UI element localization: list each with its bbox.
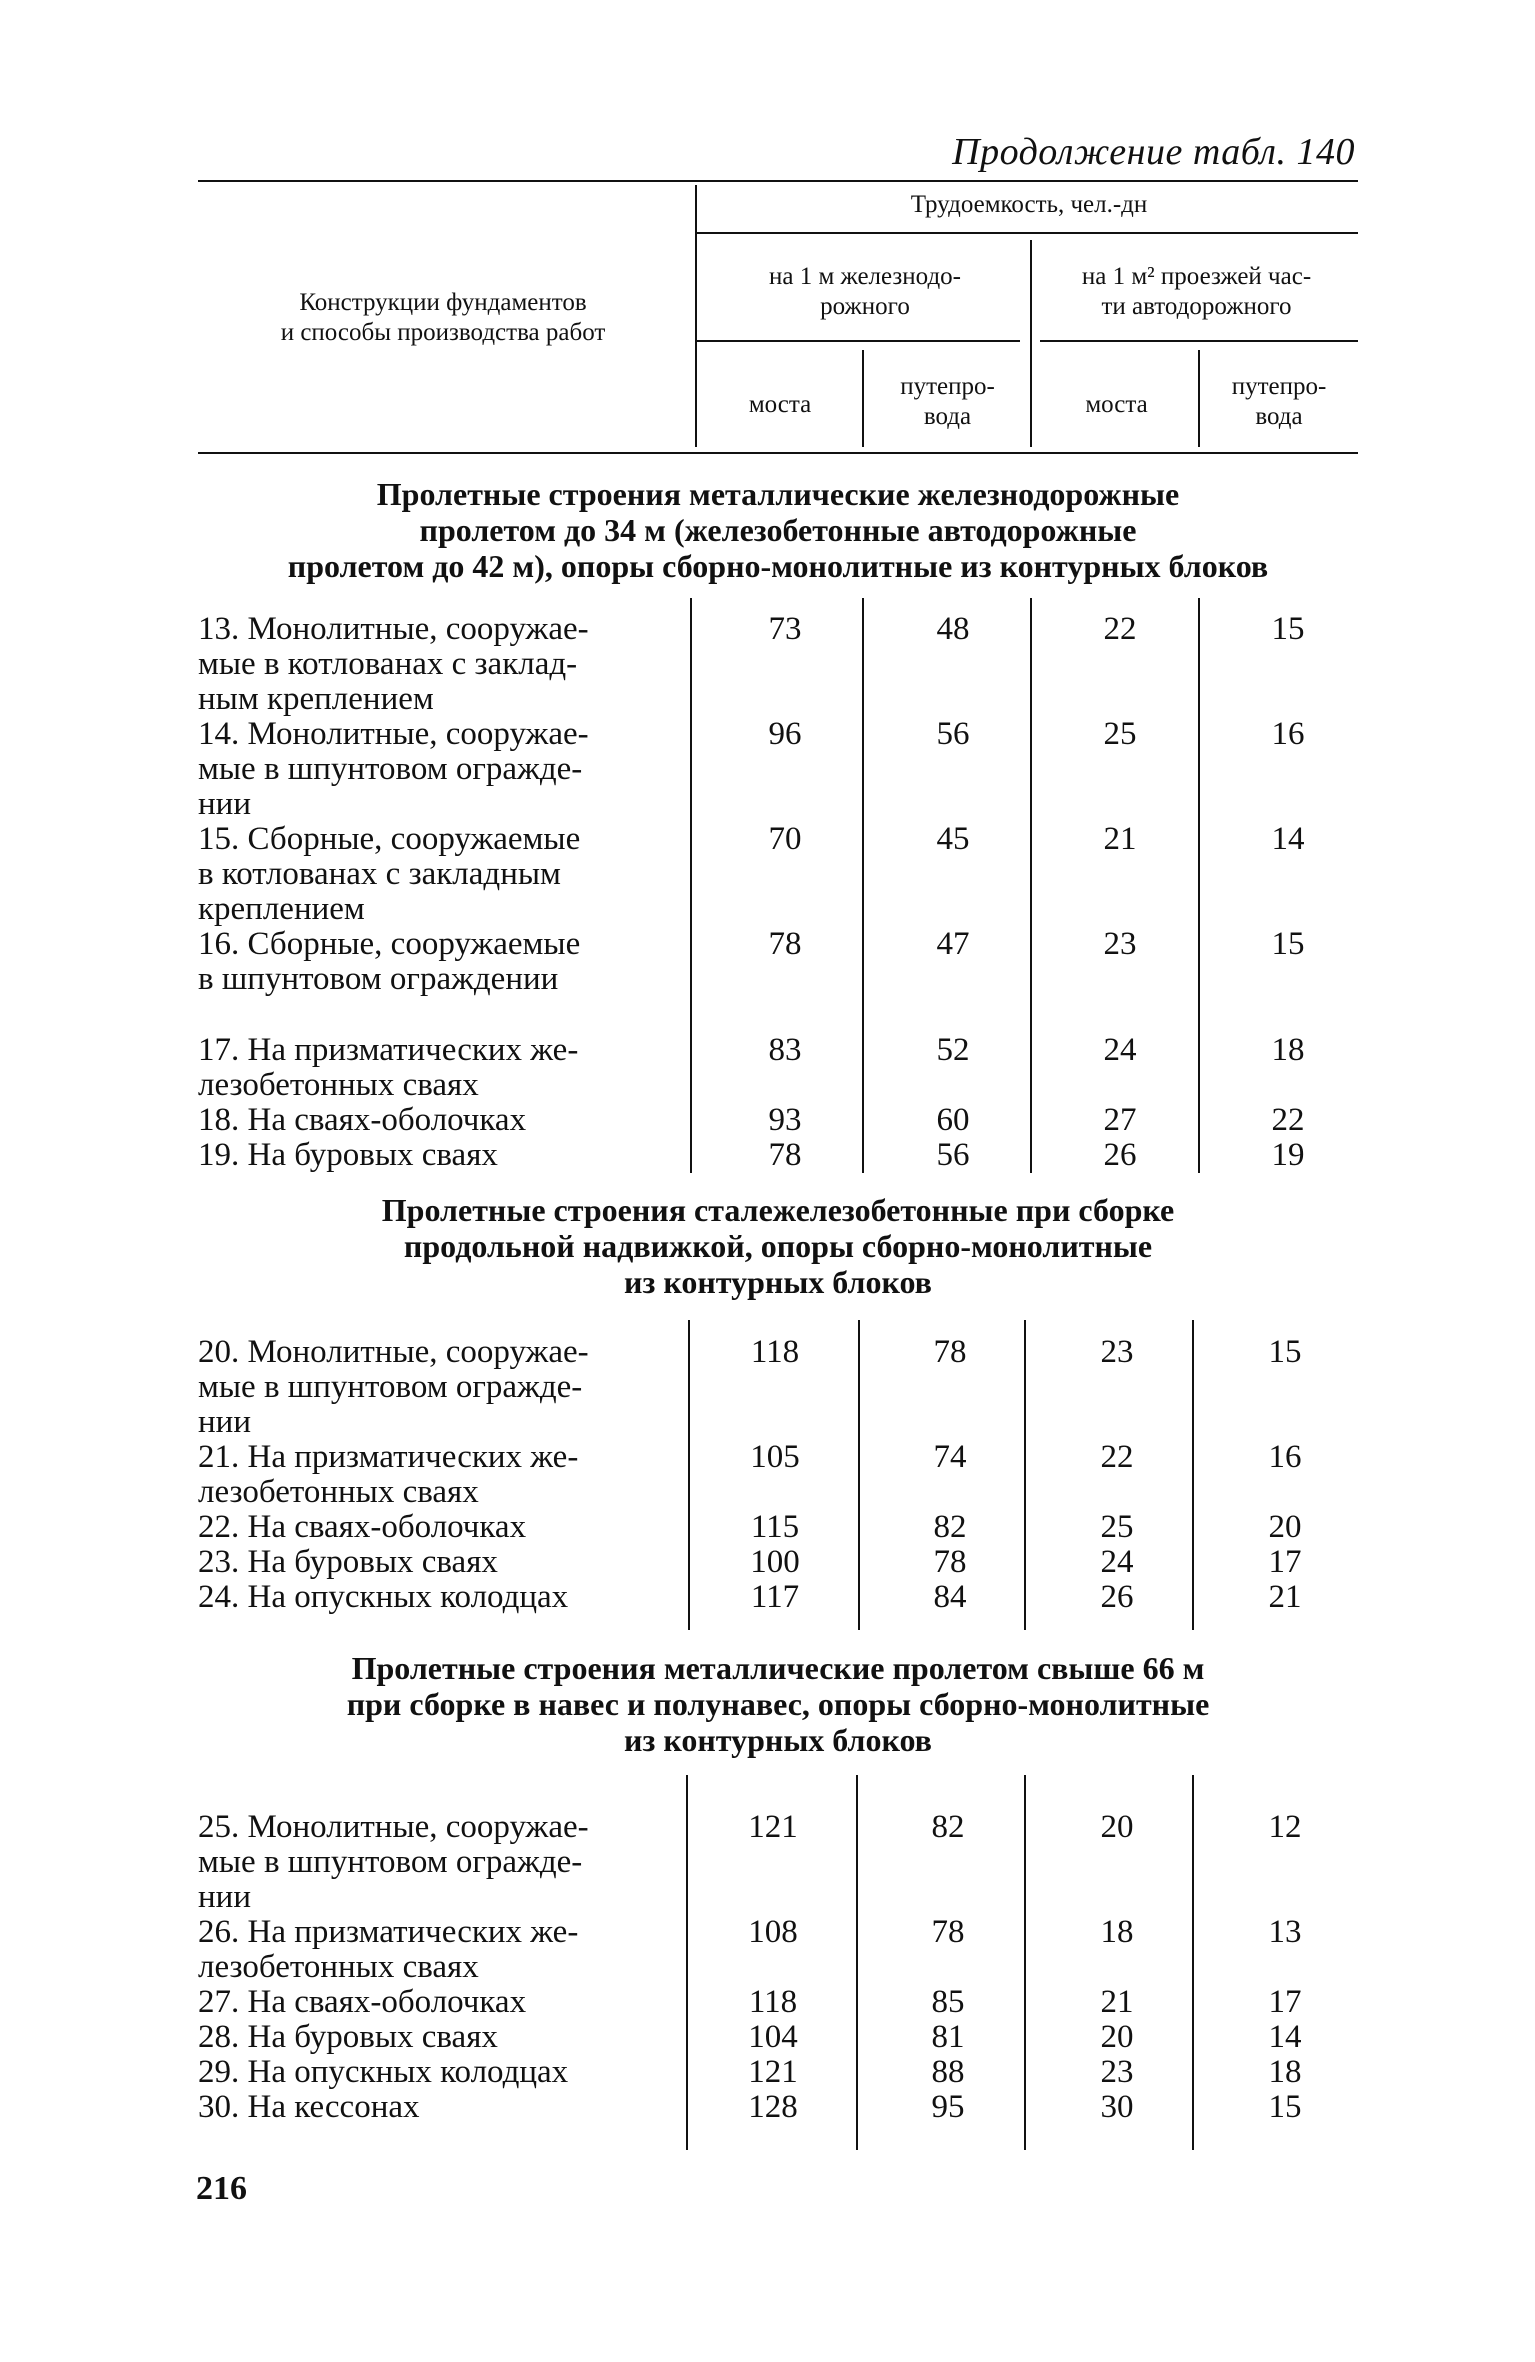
table-row-label: 18. На сваях-оболочках [198,1102,527,1138]
table-row-label: 23. На буровых сваях [198,1544,498,1580]
table-cell: 73 [768,611,802,647]
header-top-label: Трудоемкость, чел.-дн [910,191,1148,218]
table-cell: 100 [750,1544,800,1580]
table-cell: 14 [1271,821,1305,857]
table-cell: 82 [931,1809,965,1845]
header-group-rail: на 1 м железнодо- рожного [768,263,962,320]
table-cell: 20 [1100,2019,1134,2055]
table-cell: 93 [768,1102,802,1138]
table-row-label: 13. Монолитные, сооружае- мые в котлованах с заклад- ным креплением [198,611,589,717]
table-cell: 23 [1103,926,1137,962]
section-title: Пролетные строения сталежелезобетонные при сборке продольной надвижкой, опоры сборно-монолитные из контурных блоков [381,1192,1175,1300]
table-cell: 30 [1100,2089,1134,2125]
table-row-label: 24. На опускных колодцах [198,1579,569,1615]
table-row-label: 26. На призматических же- лезобетонных сваях [198,1914,579,1985]
table-cell: 26 [1100,1579,1134,1615]
table-row-label: 21. На призматических же- лезобетонных сваях [198,1439,579,1510]
table-cell: 24 [1100,1544,1134,1580]
table-top-rule [198,180,1358,182]
table-cell: 74 [933,1439,967,1475]
table-row-label: 19. На буровых сваях [198,1137,498,1173]
table-cell: 96 [768,716,802,752]
table-cell: 22 [1271,1102,1305,1138]
table-cell: 23 [1100,1334,1134,1370]
table-cell: 19 [1271,1137,1305,1173]
table-cell: 14 [1268,2019,1302,2055]
header-divider [695,340,1020,342]
column-divider [686,1775,688,2150]
table-cell: 78 [933,1334,967,1370]
page-number: 216 [196,2170,247,2207]
table-cell: 115 [750,1509,800,1545]
table-cell: 70 [768,821,802,857]
table-row-label: 20. Монолитные, сооружае- мые в шпунтовом огражде- нии [198,1334,589,1440]
table-cell: 20 [1100,1809,1134,1845]
table-cell: 121 [748,2054,798,2090]
table-cell: 13 [1268,1914,1302,1950]
table-cell: 25 [1103,716,1137,752]
column-divider [1192,1320,1194,1630]
table-row-label: 27. На сваях-оболочках [198,1984,527,2020]
table-cell: 81 [931,2019,965,2055]
table-cell: 118 [750,1334,800,1370]
header-sub-bridge: моста [1085,391,1148,418]
table-cell: 56 [936,1137,970,1173]
header-left-column: Конструкции фундаментов и способы производства работ [280,289,606,346]
table-cell: 22 [1100,1439,1134,1475]
table-cell: 78 [931,1914,965,1950]
table-cell: 104 [748,2019,798,2055]
table-cell: 12 [1268,1809,1302,1845]
table-cell: 21 [1268,1579,1302,1615]
table-cell: 118 [748,1984,798,2020]
header-divider [695,232,1358,234]
table-row-label: 30. На кессонах [198,2089,420,2125]
header-sub-overpass: путепро- вода [1231,373,1327,430]
table-cell: 17 [1268,1544,1302,1580]
column-divider [688,1320,690,1630]
column-divider [1192,1775,1194,2150]
table-cell: 15 [1268,2089,1302,2125]
table-cell: 15 [1271,611,1305,647]
table-row-label: 25. Монолитные, сооружае- мые в шпунтовом огражде- нии [198,1809,589,1915]
table-cell: 84 [933,1579,967,1615]
table-cell: 17 [1268,1984,1302,2020]
table-cell: 52 [936,1032,970,1068]
header-divider [862,350,864,447]
table-cell: 56 [936,716,970,752]
table-cell: 15 [1268,1334,1302,1370]
table-cell: 18 [1268,2054,1302,2090]
header-sub-overpass: путепро- вода [900,373,995,430]
section-title: Пролетные строения металлические пролетом свыше 66 м при сборке в навес и полунавес, опоры сборно-монолитные из контурных блоков [346,1650,1210,1758]
table-row-label: 29. На опускных колодцах [198,2054,569,2090]
table-cell: 85 [931,1984,965,2020]
table-cell: 26 [1103,1137,1137,1173]
header-bottom-rule [198,452,1358,454]
table-row-label: 14. Монолитные, сооружае- мые в шпунтовом огражде- нии [198,716,589,822]
table-row-label: 17. На призматических же- лезобетонных сваях [198,1032,579,1103]
header-group-road: на 1 м² проезжей час- ти автодорожного [1081,263,1312,320]
column-divider [690,598,692,1173]
table-cell: 18 [1271,1032,1305,1068]
header-divider [1030,240,1032,447]
table-cell: 48 [936,611,970,647]
column-divider [862,598,864,1173]
table-cell: 82 [933,1509,967,1545]
table-row-label: 16. Сборные, сооружаемые в шпунтовом ограждении [198,926,581,997]
table-cell: 16 [1271,716,1305,752]
table-cell: 95 [931,2089,965,2125]
table-cell: 88 [931,2054,965,2090]
table-cell: 117 [750,1579,800,1615]
table-cell: 128 [748,2089,798,2125]
table-cell: 45 [936,821,970,857]
table-cell: 47 [936,926,970,962]
table-row-label: 22. На сваях-оболочках [198,1509,527,1545]
table-cell: 78 [933,1544,967,1580]
table-continuation-caption: Продолжение табл. 140 [952,131,1355,173]
column-divider [1024,1775,1026,2150]
table-row-label: 15. Сборные, сооружаемые в котлованах с закладным креплением [198,821,581,927]
table-cell: 25 [1100,1509,1134,1545]
column-divider [1030,598,1032,1173]
column-divider [856,1775,858,2150]
table-cell: 20 [1268,1509,1302,1545]
table-cell: 21 [1103,821,1137,857]
table-cell: 121 [748,1809,798,1845]
header-divider [1040,340,1358,342]
column-divider [1198,598,1200,1173]
table-cell: 60 [936,1102,970,1138]
table-cell: 27 [1103,1102,1137,1138]
table-cell: 21 [1100,1984,1134,2020]
table-cell: 105 [750,1439,800,1475]
column-divider [1024,1320,1026,1630]
header-divider [695,185,697,447]
table-cell: 22 [1103,611,1137,647]
table-cell: 83 [768,1032,802,1068]
table-cell: 18 [1100,1914,1134,1950]
header-sub-bridge: моста [748,391,812,418]
section-title: Пролетные строения металлические железнодорожные пролетом до 34 м (железобетонные автодорожные пролетом до 42 м), опоры сборно-монолитные из контурных блоков [287,476,1269,584]
table-row-label: 28. На буровых сваях [198,2019,498,2055]
table-cell: 16 [1268,1439,1302,1475]
table-cell: 78 [768,926,802,962]
column-divider [858,1320,860,1630]
table-cell: 23 [1100,2054,1134,2090]
table-cell: 24 [1103,1032,1137,1068]
table-cell: 15 [1271,926,1305,962]
table-cell: 78 [768,1137,802,1173]
table-cell: 108 [748,1914,798,1950]
